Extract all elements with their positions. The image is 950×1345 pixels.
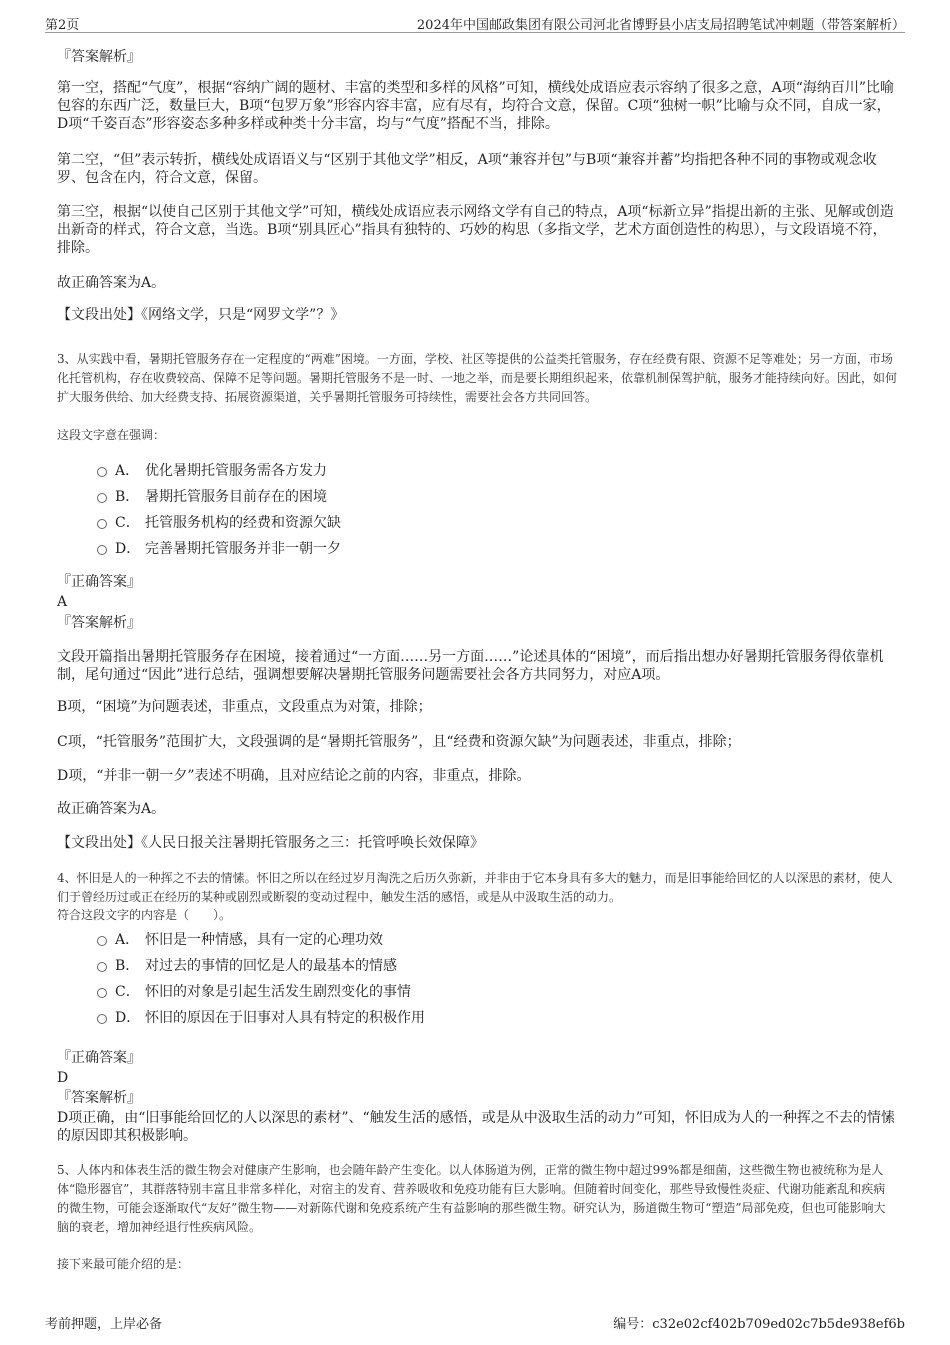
q4-stem: 4、怀旧是人的一种挥之不去的情愫。怀旧之所以在经过岁月淘洗之后历久弥新，并非由于它本身具有多大的魅力，而是旧事能给回忆的人以深思的素材，使人们于曾经历过或正在经历的某种或剧烈或断裂的变动过程中，触发生活的感悟，或是从中汲取生活的动力。 (57, 871, 893, 904)
q4-answer: D (57, 1070, 69, 1086)
radio-icon[interactable] (97, 936, 107, 946)
q5-stem: 5、人体内和体表生活的微生物会对健康产生影响，也会随年龄产生变化。以人体肠道为例，正常的微生物中超过99%都是细菌，这些微生物也被统称为是人体“隐形器官”，其群落特别丰富且非常多样化，对宿主的发育、营养吸收和免疫功能有巨大影响。但随着时间变化，那些导致慢性炎症、代谢功能紊乱和疾病的微生物，可能会逐渐取代“友好”微生物——对新陈代谢和免疫系统产生有益影响的那些微生物。研究认为，肠道微生物可“塑造”局部免疫，但也可能影响大脑的衰老，增加神经退行性疾病风险。 (57, 1163, 886, 1234)
q4-option-b[interactable]: B． 对过去的事情的回忆是人的最基本的情感 (97, 957, 397, 975)
radio-icon[interactable] (97, 988, 107, 998)
q3-source: 【文段出处】《人民日报关注暑期托管服务之三：托管呼唤长效保障》 (57, 835, 484, 851)
q3-question: 这段文字意在强调： (57, 428, 166, 442)
q4-analysis-p1: D项正确，由“旧事能给回忆的人以深思的素材”、“触发生活的感悟，或是从中汲取生活的动力”可知，怀旧成为人的一种挥之不去的情愫的原因即其积极影响。 (57, 1110, 895, 1144)
q2-analysis-p2: 第二空，“但”表示转折，横线处成语语义与“区别于其他文学”相反，A项“兼容并包”与B项“兼容并蓄”均指把各种不同的事物或观念收罗、包含在内，符合文意，保留。 (57, 152, 877, 186)
q3-option-b[interactable]: B． 暑期托管服务目前存在的困境 (97, 488, 327, 506)
q3-option-c[interactable]: C． 托管服务机构的经费和资源欠缺 (97, 514, 341, 532)
q3-analysis-p3: C项，“托管服务”范围扩大，文段强调的是“暑期托管服务”，且“经费和资源欠缺”为问题表述，非重点，排除； (57, 734, 741, 750)
page-number: 第2页 (45, 18, 80, 33)
document-title: 2024年中国邮政集团有限公司河北省博野县小店支局招聘笔试冲刺题（带答案解析） (416, 18, 905, 33)
q3-analysis-label: 『答案解析』 (57, 615, 141, 631)
q5-question: 接下来最可能介绍的是： (57, 1257, 190, 1271)
q3-analysis-p1: 文段开篇指出暑期托管服务存在困境，接着通过“一方面……另一方面……”论述具体的“困境”，而后指出想办好暑期托管服务得依靠机制，尾句通过“因此”进行总结，强调想要解决暑期托管服务问题需要社会各方共同努力，对应A项。 (57, 649, 884, 683)
q3-analysis-p4: D项，“并非一朝一夕”表述不明确，且对应结论之前的内容，非重点，排除。 (57, 768, 531, 784)
q4-option-c[interactable]: C． 怀旧的对象是引起生活发生剧烈变化的事情 (97, 983, 411, 1001)
radio-icon[interactable] (97, 962, 107, 972)
q2-conclusion: 故正确答案为A。 (57, 275, 166, 291)
q3-answer-label: 『正确答案』 (57, 574, 141, 590)
q2-source: 【文段出处】《网络文学，只是“网罗文学”？》 (57, 307, 345, 323)
page-header (45, 12, 905, 33)
q4-analysis-label: 『答案解析』 (57, 1090, 141, 1106)
q4-option-a[interactable]: A． 怀旧是一种情感，具有一定的心理功效 (97, 931, 383, 949)
footer-slogan: 考前押题，上岸必备 (45, 1317, 163, 1332)
radio-icon[interactable] (97, 1014, 107, 1024)
radio-icon[interactable] (97, 467, 107, 477)
q4-question: 符合这段文字的内容是（ ）。 (57, 908, 232, 922)
q4-answer-label: 『正确答案』 (57, 1050, 141, 1066)
radio-icon[interactable] (97, 519, 107, 529)
radio-icon[interactable] (97, 493, 107, 503)
q4-option-d[interactable]: D． 怀旧的原因在于旧事对人具有特定的积极作用 (97, 1009, 425, 1027)
q3-option-a[interactable]: A． 优化暑期托管服务需各方发力 (97, 462, 327, 480)
q3-option-d[interactable]: D． 完善暑期托管服务并非一朝一夕 (97, 540, 341, 558)
q2-analysis-label: 『答案解析』 (57, 49, 141, 65)
q2-analysis-p3: 第三空，根据“以使自己区别于其他文学”可知，横线处成语应表示网络文学有自己的特点，A项“标新立异”指提出新的主张、见解或创造出新奇的样式，符合文意，当选。B项“别具匠心”指具有独特的、巧妙的构思（多指文学，艺术方面创造性的构思），与文段语境不符，排除。 (57, 204, 894, 256)
q2-analysis-p1: 第一空，搭配“气度”，根据“容纳广阔的题材、丰富的类型和多样的风格”可知，横线处成语应表示容纳了很多之意，A项“海纳百川”比喻包容的东西广泛，数量巨大，B项“包罗万象”形容内容丰富，应有尽有，均符合文意，保留。C项“独树一帜”比喻与众不同，自成一家，D项“千姿百态”形容姿态多种多样或种类十分丰富，均与“气度”搭配不当，排除。 (57, 80, 895, 132)
radio-icon[interactable] (97, 545, 107, 555)
q3-answer: A (57, 594, 68, 610)
footer-serial: 编号：c32e02cf402b709ed02c7b5de938ef6b (613, 1317, 905, 1332)
q3-conclusion: 故正确答案为A。 (57, 801, 166, 817)
q3-stem: 3、从实践中看，暑期托管服务存在一定程度的“两难”困境。一方面，学校、社区等提供的公益类托管服务，存在经费有限、资源不足等难处；另一方面，市场化托管机构，存在收费较高、保障不足等问题。暑期托管服务不是一时、一地之举，而是要长期组织起来，依靠机制保驾护航，服务才能持续向好。因此，如何扩大服务供给、加大经费支持、拓展资源渠道，关乎暑期托管服务可持续性，需要社会各方共同回答。 (57, 352, 898, 404)
q3-analysis-p2: B项，“困境”为问题表述，非重点，文段重点为对策，排除； (57, 699, 432, 715)
